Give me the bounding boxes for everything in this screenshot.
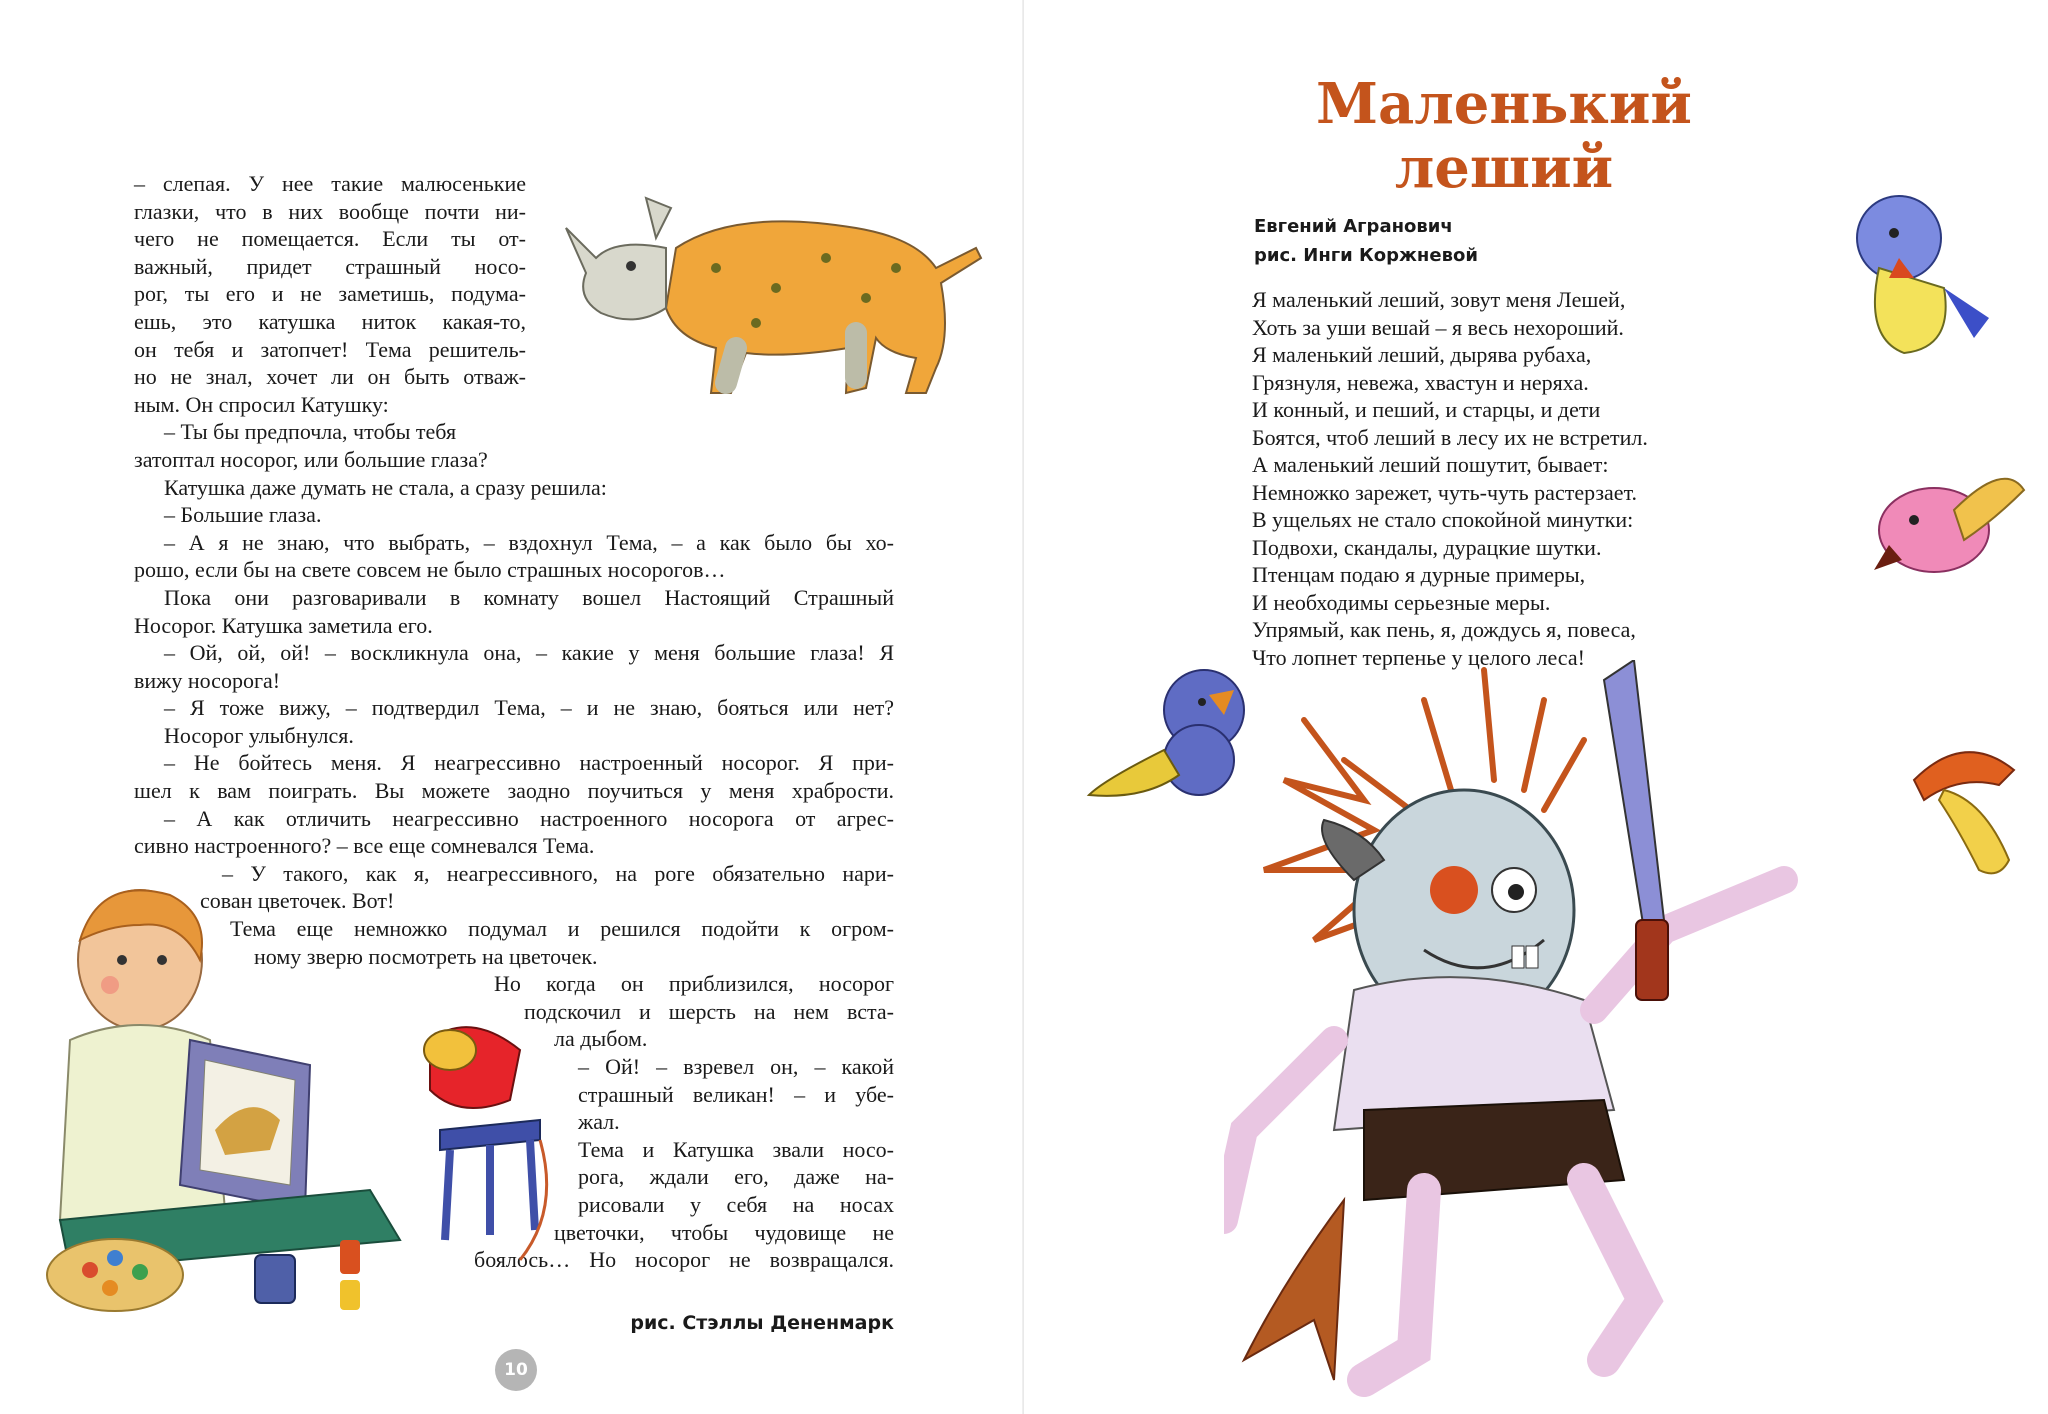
story-line: затоптал носорог, или большие глаза?	[134, 446, 488, 472]
story-line: – Не бойтесь меня. Я неагрессивно настроенный носорог. Я при-	[164, 750, 894, 776]
story-line: – А как отличить неагрессивно настроенного носорога от агрес-	[164, 805, 894, 831]
poem-line: Птенцам подаю я дурные примеры,	[1252, 562, 1586, 587]
story-line: Пока они разговаривали в комнату вошел Настоящий Страшный	[164, 584, 894, 610]
story-line: шел к вам поиграть. Вы можете заодно поучиться у меня храбрости.	[134, 778, 894, 804]
poem-line: В ущельях не стало спокойной минутки:	[1252, 507, 1634, 532]
story-line: Но когда он приблизился, носорог	[494, 971, 894, 997]
story-line: – Я тоже вижу, – подтвердил Тема, – и не знаю, бояться или нет?	[164, 695, 894, 721]
poem-line: Упрямый, как пень, я, дождусь я, повеса,	[1252, 617, 1636, 642]
story-line: ла дыбом.	[554, 1026, 648, 1052]
poem-line: Немножко зарежет, чуть-чуть растерзает.	[1252, 479, 1638, 505]
mushroom-illustration	[1904, 740, 2044, 890]
story-line: – А я не знаю, что выбрать, – вздохнул Тема, – а как было бы хо-	[164, 529, 894, 555]
poem-line: Я маленький леший, дырява рубаха,	[1252, 342, 1592, 367]
toy-on-stool-illustration	[410, 1010, 590, 1270]
story-line: но не знал, хочет ли он быть отваж-	[134, 364, 526, 390]
story-line: – Ой, ой, ой! – воскликнула она, – какие у меня большие глаза! Я	[164, 640, 894, 666]
poem-line: Я маленький леший, зовут меня Лешей,	[1252, 287, 1626, 312]
story-line: – У такого, как я, неагрессивного, на роге обязательно нари-	[222, 860, 894, 886]
byline	[1254, 212, 1478, 270]
poem-line: И конный, и пеший, и старцы, и дети	[1252, 397, 1601, 422]
illustrator-credit-left: рис. Стэллы Денeнмарк	[630, 1312, 894, 1334]
story-line: жал.	[578, 1109, 620, 1135]
little-leshy-illustration	[1224, 660, 1844, 1400]
story-line: Носорог. Катушка заметила его.	[134, 612, 433, 638]
poem-title-line2: леший	[1394, 135, 1614, 201]
poem-line: Подвохи, скандалы, дурацкие шутки.	[1252, 534, 1602, 560]
story-line: важный, придет страшный носо-	[134, 253, 526, 279]
poem-line: Хоть за уши вешай – я весь нехороший.	[1252, 314, 1624, 340]
story-line: боялось… Но носорог не возвращался.	[474, 1247, 894, 1273]
story-line: – слепая. У нее такие малюсенькие	[134, 171, 526, 196]
story-line: глазки, что в них вообще почти ни-	[134, 198, 526, 224]
story-line: рога, ждали его, даже на-	[578, 1164, 894, 1190]
story-line: – Ой! – взревел он, – какой	[578, 1054, 894, 1079]
story-line: сован цветочек. Вот!	[200, 888, 395, 914]
story-line: страшный великан! – и убе-	[578, 1081, 894, 1107]
story-line: – Большие глаза.	[164, 502, 322, 528]
poem-line: Грязнуля, невежа, хвастун и неряха.	[1252, 369, 1589, 395]
story-line: он тебя и затопчет! Тема решитель-	[134, 336, 526, 362]
pink-bird-illustration	[1844, 450, 2044, 600]
poem-title-line1: Маленький	[1316, 71, 1692, 137]
yellow-bird-illustration	[1824, 178, 2004, 378]
story-line: рошо, если бы на свете совсем не было страшных носорогов…	[134, 557, 726, 583]
illustrator-name: рис. Инги Коржневой	[1254, 245, 1478, 266]
story-line: чего не помещается. Если ты от-	[134, 226, 526, 252]
right-page	[1024, 0, 2048, 1414]
story-line: вижу носорога!	[134, 667, 281, 693]
story-line: Катушка даже думать не стала, а сразу решила:	[164, 474, 607, 500]
story-line: Носорог улыбнулся.	[164, 722, 354, 748]
story-line: Тема и Катушка звали носо-	[578, 1136, 894, 1162]
boy-drawing-illustration	[40, 880, 460, 1320]
story-line: ным. Он спросил Катушку:	[134, 391, 389, 417]
poem-line: Боятся, чтоб леший в лесу их не встретил.	[1252, 424, 1648, 450]
story-line: подскочил и шерсть на нем вста-	[524, 998, 894, 1024]
poem-line: Что лопнет терпенье у целого леса!	[1252, 644, 1585, 670]
story-line: рог, ты его и не заметишь, подума-	[134, 281, 526, 307]
page-number-badge: 10	[495, 1349, 537, 1391]
poem-title	[1264, 72, 1744, 200]
story-line: – Ты бы предпочла, чтобы тебя	[164, 419, 457, 445]
author-name: Евгений Агранович	[1254, 216, 1453, 237]
poem-line: И необходимы серьезные меры.	[1252, 589, 1551, 615]
poem-text	[1252, 286, 1648, 671]
story-line: рисовали у себя на носах	[578, 1191, 894, 1217]
story-line: Тема еще немножко подумал и решился подойти к огром-	[230, 916, 894, 942]
poem-line: А маленький леший пошутит, бывает:	[1252, 452, 1609, 477]
story-line: ешь, это катушка ниток какая-то,	[134, 308, 526, 334]
rhinoceros-illustration	[556, 178, 996, 408]
story-line: цветочки, чтобы чудовище не	[554, 1219, 894, 1245]
story-line: ному зверю посмотреть на цветочек.	[254, 943, 598, 969]
story-line: сивно настроенного? – все еще сомневался Тема.	[134, 833, 595, 859]
